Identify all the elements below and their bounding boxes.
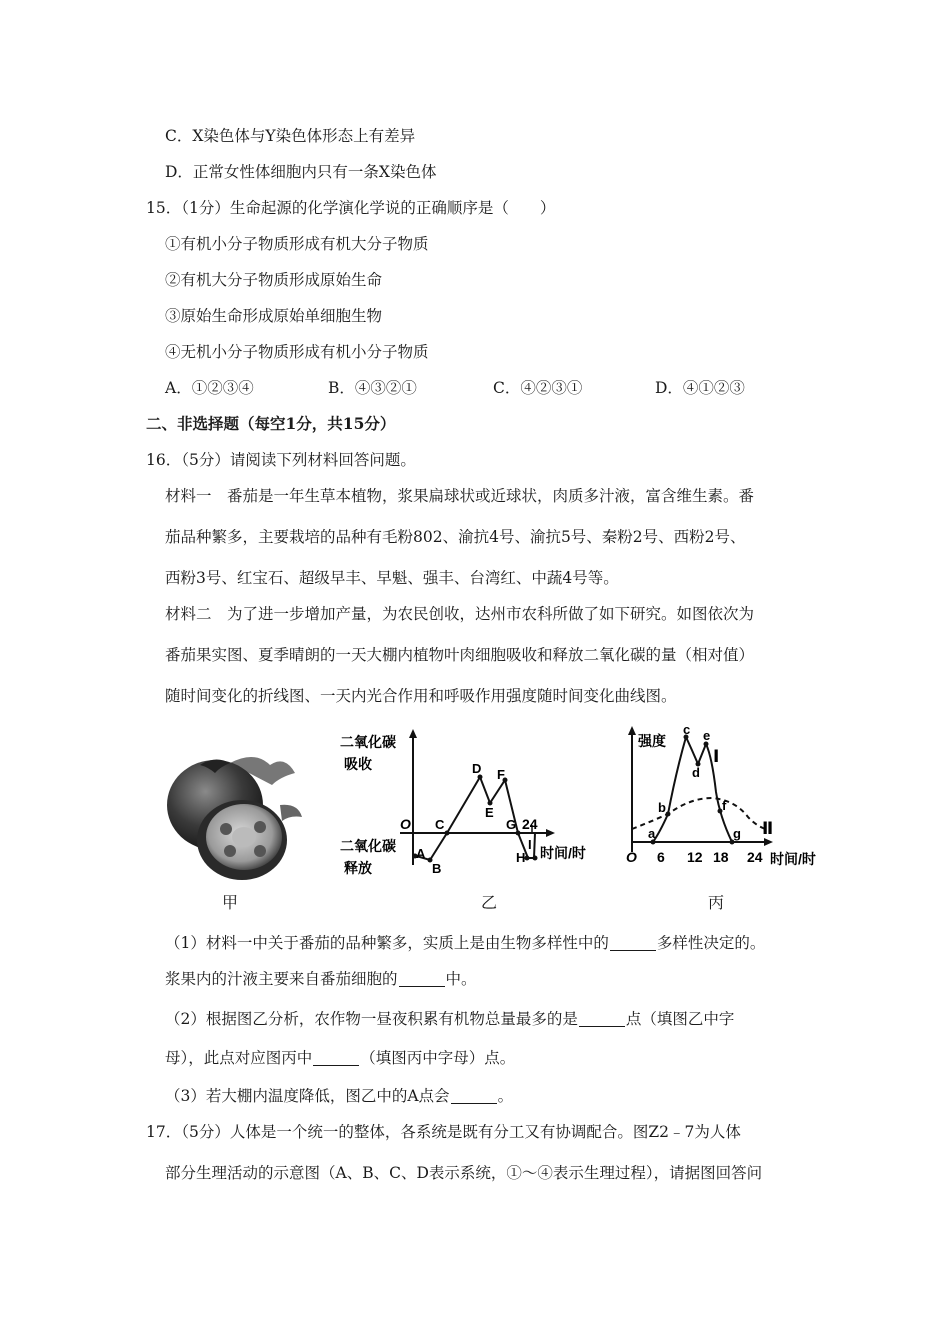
figure-caption-jia: 甲 bbox=[222, 893, 239, 912]
y-axis-arrow-icon bbox=[628, 726, 636, 735]
ylabel-top-1: 二氧化碳 bbox=[340, 734, 396, 750]
figure-caption-bing: 丙 bbox=[708, 893, 725, 912]
q16-material1-line: 材料一 番茄是一年生草本植物，浆果扁球状或近球状，肉质多汁液，富含维生素。番 bbox=[165, 487, 755, 505]
label-c: C bbox=[435, 817, 445, 832]
x-axis-label: 时间/时 bbox=[770, 851, 816, 867]
tick-18: 18 bbox=[713, 849, 729, 865]
q16-material2-line: 随时间变化的折线图、一天内光合作用和呼吸作用强度随时间变化曲线图。 bbox=[165, 687, 677, 705]
tick-24: 24 bbox=[522, 816, 538, 832]
ylabel-top-2: 吸收 bbox=[344, 756, 372, 772]
q15-option-a: A．①②③④ bbox=[165, 379, 254, 397]
x-axis-arrow-icon bbox=[764, 838, 773, 846]
origin-label: O bbox=[400, 816, 411, 832]
label-d: d bbox=[692, 765, 700, 780]
label-c: c bbox=[683, 722, 691, 737]
tick-12: 12 bbox=[687, 849, 703, 865]
label-g: g bbox=[733, 826, 741, 841]
section-heading: 二、非选择题（每空1分，共15分） bbox=[146, 414, 396, 433]
q16-material2-line: 番茄果实图、夏季晴朗的一天大棚内植物叶肉细胞吸收和释放二氧化碳的量（相对值） bbox=[165, 646, 755, 664]
curve-i bbox=[653, 737, 732, 842]
label-g: G bbox=[506, 817, 517, 832]
q16-sub3-line bbox=[165, 1086, 513, 1106]
q17-line: 部分生理活动的示意图（A、B、C、D表示系统，①～④表示生理过程），请据图回答问 bbox=[165, 1164, 763, 1182]
q17-line: 17．（5分）人体是一个统一的整体，各系统是既有分工又有协调配合。图Z2﹣7为人体 bbox=[146, 1123, 741, 1141]
y-axis-label: 强度 bbox=[638, 733, 666, 749]
q15-option-d: D．④①②③ bbox=[655, 379, 745, 397]
label-a: a bbox=[648, 826, 656, 841]
q16-sub2-text: （2）根据图乙分析，农作物一昼夜积累有机物总量最多的是 bbox=[165, 1010, 578, 1028]
q15-item: ④无机小分子物质形成有机小分子物质 bbox=[165, 343, 429, 361]
q16-stem: 16．（5分）请阅读下列材料回答问题。 bbox=[146, 451, 416, 469]
answer-blank[interactable] bbox=[313, 1049, 359, 1066]
label-e: e bbox=[703, 728, 711, 743]
answer-blank[interactable] bbox=[399, 970, 445, 987]
answer-blank[interactable] bbox=[610, 934, 656, 951]
co2-exchange-chart bbox=[340, 725, 600, 875]
q15-option-c: C．④②③① bbox=[493, 379, 583, 397]
tomato-figure bbox=[160, 745, 305, 885]
q16-sub1-text: 中。 bbox=[445, 970, 477, 988]
label-i: I bbox=[528, 837, 532, 852]
co2-line bbox=[413, 777, 535, 860]
label-f: f bbox=[722, 798, 727, 813]
q16-sub2-text: 母），此点对应图丙中 bbox=[165, 1049, 313, 1067]
q16-material2-line: 材料二 为了进一步增加产量，为农民创收，达州市农科所做了如下研究。如图依次为 bbox=[165, 605, 755, 623]
label-f: F bbox=[497, 767, 505, 782]
q16-sub1-line1 bbox=[165, 933, 765, 953]
origin-label: O bbox=[626, 849, 637, 865]
curve-ii-label: Ⅱ bbox=[762, 819, 774, 838]
figure-caption-yi: 乙 bbox=[481, 893, 498, 912]
q14-option-c: C．X染色体与Y染色体形态上有差异 bbox=[165, 127, 416, 145]
ylabel-bottom-2: 释放 bbox=[344, 860, 372, 875]
q16-sub2-line2 bbox=[165, 1048, 515, 1068]
q16-sub1-text: 多样性决定的。 bbox=[656, 934, 766, 952]
label-d: D bbox=[472, 761, 482, 776]
q16-sub1-text: （1）材料一中关于番茄的品种繁多，实质上是由生物多样性中的 bbox=[165, 934, 609, 952]
q16-sub2-text: （填图丙中字母）点。 bbox=[360, 1049, 516, 1067]
point-b bbox=[666, 812, 671, 817]
q16-material1-line: 茄品种繁多，主要栽培的品种有毛粉802、渝抗4号、渝抗5号、秦粉2号、西粉2号、 bbox=[165, 528, 746, 546]
label-e: E bbox=[485, 805, 494, 820]
q16-sub2-line1 bbox=[165, 1009, 734, 1029]
q15-item: ①有机小分子物质形成有机大分子物质 bbox=[165, 235, 429, 253]
point-g bbox=[516, 831, 521, 836]
answer-blank[interactable] bbox=[579, 1010, 625, 1027]
q15-item: ②有机大分子物质形成原始生命 bbox=[165, 271, 383, 289]
label-b: B bbox=[432, 861, 442, 875]
tick-6: 6 bbox=[657, 849, 665, 865]
ylabel-bottom-1: 二氧化碳 bbox=[340, 838, 396, 854]
answer-blank[interactable] bbox=[451, 1087, 497, 1104]
point-c bbox=[445, 831, 450, 836]
curve-i-label: Ⅰ bbox=[713, 747, 720, 766]
q16-sub1-line2 bbox=[165, 969, 477, 989]
q16-sub2-text: 点（填图乙中字 bbox=[625, 1010, 735, 1028]
label-h: H bbox=[516, 850, 526, 865]
y-axis-arrow-icon bbox=[409, 729, 417, 738]
label-a: A bbox=[416, 846, 426, 861]
q15-option-b: B．④③②① bbox=[328, 379, 417, 397]
point-i bbox=[533, 856, 538, 861]
q16-material1-line: 西粉3号、红宝石、超级早丰、早魁、强丰、台湾红、中蔬4号等。 bbox=[165, 569, 619, 587]
intensity-chart bbox=[620, 722, 830, 872]
q16-sub3-text: （3）若大棚内温度降低，图乙中的A点会 bbox=[165, 1087, 450, 1105]
x-axis-arrow-icon bbox=[546, 829, 555, 837]
q15-stem: 15．（1分）生命起源的化学演化学说的正确顺序是（ ） bbox=[146, 199, 556, 217]
label-b: b bbox=[658, 800, 666, 815]
q14-option-d: D．正常女性体细胞内只有一条X染色体 bbox=[165, 163, 437, 181]
x-axis-label: 时间/时 bbox=[540, 845, 586, 861]
q16-sub3-text: 。 bbox=[497, 1087, 514, 1105]
q16-sub1-text: 浆果内的汁液主要来自番茄细胞的 bbox=[165, 970, 398, 988]
q15-item: ③原始生命形成原始单细胞生物 bbox=[165, 307, 383, 325]
tick-24: 24 bbox=[747, 849, 763, 865]
